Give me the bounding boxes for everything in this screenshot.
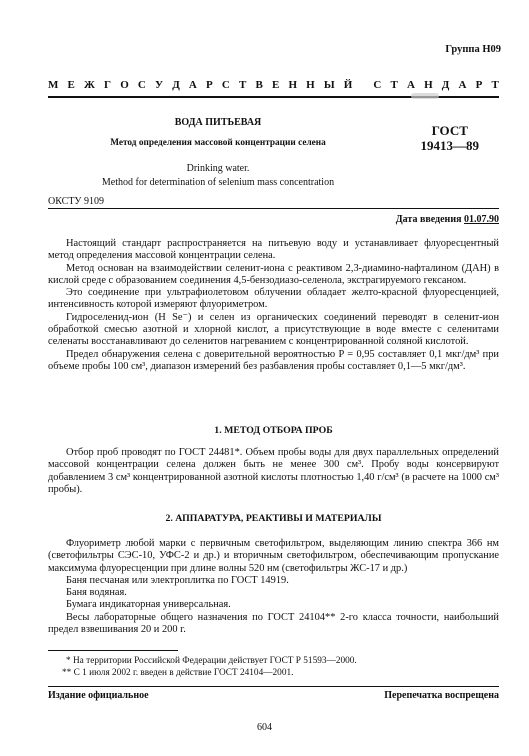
banner-letter: Р xyxy=(475,79,483,91)
gost-label: ГОСТ xyxy=(431,123,468,138)
title-russian: ВОДА ПИТЬЕВАЯ xyxy=(174,117,262,128)
banner-letter: Н xyxy=(306,79,315,91)
interstate-standard-banner xyxy=(48,79,499,91)
gost-number xyxy=(421,124,480,154)
banner-letter: А xyxy=(406,79,415,91)
footnote-rule xyxy=(48,650,178,651)
page-number: 604 xyxy=(257,722,272,733)
official-edition: Издание официальное xyxy=(48,690,149,701)
okstu-code: ОКСТУ 9109 xyxy=(48,196,105,207)
gost-code: 19413—89 xyxy=(420,137,479,153)
section-1-heading: 1. МЕТОД ОТБОРА ПРОБ xyxy=(214,425,333,436)
section-2-paragraph-1: Флуориметр любой марки с первичным светофильтром, выделяющим линию спектра 366 нм (светофильтры СЭС-10, УФС-2 и др.) и вторичным светофильтром, обеспечивающим пропускание максимума флуоресценции при длине волны 520 нм (светофильтры ЖС-17 и др.) xyxy=(48,538,499,574)
banner-letter: Й xyxy=(343,79,353,91)
section-2-paragraph-4: Бумага индикаторная универсальная. xyxy=(66,599,231,611)
intro-paragraph-1: Настоящий стандарт распространяется на питьевую воду и устанавливает флуоресцентный метод определения массовой концентрации селена. xyxy=(48,238,499,262)
banner-letter: Е xyxy=(271,79,280,91)
effective-date xyxy=(396,214,499,225)
banner-letter: Г xyxy=(104,79,112,91)
subtitle-russian: Метод определения массовой концентрации селена xyxy=(110,138,326,148)
banner-letter: С xyxy=(373,79,382,91)
banner-letter: О xyxy=(120,79,129,91)
banner-letter: С xyxy=(137,79,146,91)
section-2-heading: 2. АППАРАТУРА, РЕАКТИВЫ И МАТЕРИАЛЫ xyxy=(165,513,382,524)
banner-letter: А xyxy=(458,79,467,91)
section-2-paragraph-5: Весы лабораторные общего назначения по ГОСТ 24104** 2-го класса точности, наибольший предел взвешивания 20 и 200 г. xyxy=(48,611,499,636)
intro-paragraph-2: Метод основан на взаимодействии селенит-иона с реактивом 2,3-диамино-нафталином (ДАН) в кислой среде с образованием соединения 4,5-бензодиазо-селенола, экстрагируемого гексаном. xyxy=(48,262,499,286)
section-2-text xyxy=(48,538,499,636)
title-english-line2: Method for determination of selenium mass concentration xyxy=(101,176,335,188)
banner-letter: Н xyxy=(288,79,297,91)
header-rule xyxy=(48,208,499,209)
footnote-1: * На территории Российской Федерации действует ГОСТ Р 51593—2000. xyxy=(66,656,357,666)
title-english xyxy=(48,162,388,189)
banner-letter: Т xyxy=(390,79,398,91)
intro-text xyxy=(48,238,499,373)
section-2-paragraph-2: Баня песчаная или электроплитка по ГОСТ 14919. xyxy=(66,574,289,586)
section-1-paragraph: Отбор проб проводят по ГОСТ 24481*. Объем пробы воды для двух параллельных определений массовой концентрации селена должен быть не менее 300 см³. Пробу воды консервируют добавлением 3 см³ концентрированной азотной кислоты плотностью 1,40 г/см³ (в расчете на 1000 см³ пробы). xyxy=(48,447,499,495)
banner-letter xyxy=(362,79,365,91)
banner-letter: М xyxy=(48,79,59,91)
banner-letter: У xyxy=(154,79,164,91)
banner-letter: Т xyxy=(491,79,499,91)
date-label: Дата введения xyxy=(395,214,464,225)
date-value: 01.07.90 xyxy=(464,214,499,225)
banner-letter: Ы xyxy=(323,79,335,91)
banner-letter: Т xyxy=(238,79,247,91)
title-english-line1: Drinking water. xyxy=(186,163,250,174)
footnotes xyxy=(62,655,499,679)
banner-letter: Д xyxy=(172,79,180,91)
banner-letter: В xyxy=(255,79,263,91)
banner-letter: А xyxy=(188,79,197,91)
print-smudge xyxy=(411,93,439,99)
section-2-paragraph-3: Баня водяная. xyxy=(66,587,127,599)
banner-letter: Р xyxy=(206,79,213,91)
banner-letter: С xyxy=(221,79,230,91)
intro-paragraph-4: Гидроселенид-ион (Н Se⁻) и селен из органических соединений переводят в селенит-ион обработкой смесью азотной и хлорной кислот, а присутствующие в воде вместе с селенитами селенаты восстанавливают до селенитов нагреванием с концентрированной соляной кислотой. xyxy=(48,311,499,348)
footnote-2: ** С 1 июля 2002 г. введен в действие ГОСТ 24104—2001. xyxy=(62,668,294,678)
section-1-text xyxy=(48,447,499,496)
banner-letter: Ж xyxy=(84,79,95,91)
footer-rule xyxy=(48,686,499,687)
intro-paragraph-3: Это соединение при ультрафиолетовом облучении обладает желто-красной флуоресценцией, интенсивность которой измеряют флуориметром. xyxy=(48,287,499,311)
banner-letter: Д xyxy=(441,79,450,91)
banner-letter: Е xyxy=(67,79,75,91)
group-code: Группа Н09 xyxy=(445,44,501,55)
banner-letter: Н xyxy=(424,79,433,91)
intro-paragraph-5: Предел обнаружения селена с доверительной вероятностью P = 0,95 составляет 0,1 мкг/дм³ при объеме пробы 100 см³, диапазон измерений без разбавления пробы составляет 0,1—5 мкг/дм³. xyxy=(48,348,499,372)
reprint-prohibited: Перепечатка воспрещена xyxy=(384,690,499,701)
